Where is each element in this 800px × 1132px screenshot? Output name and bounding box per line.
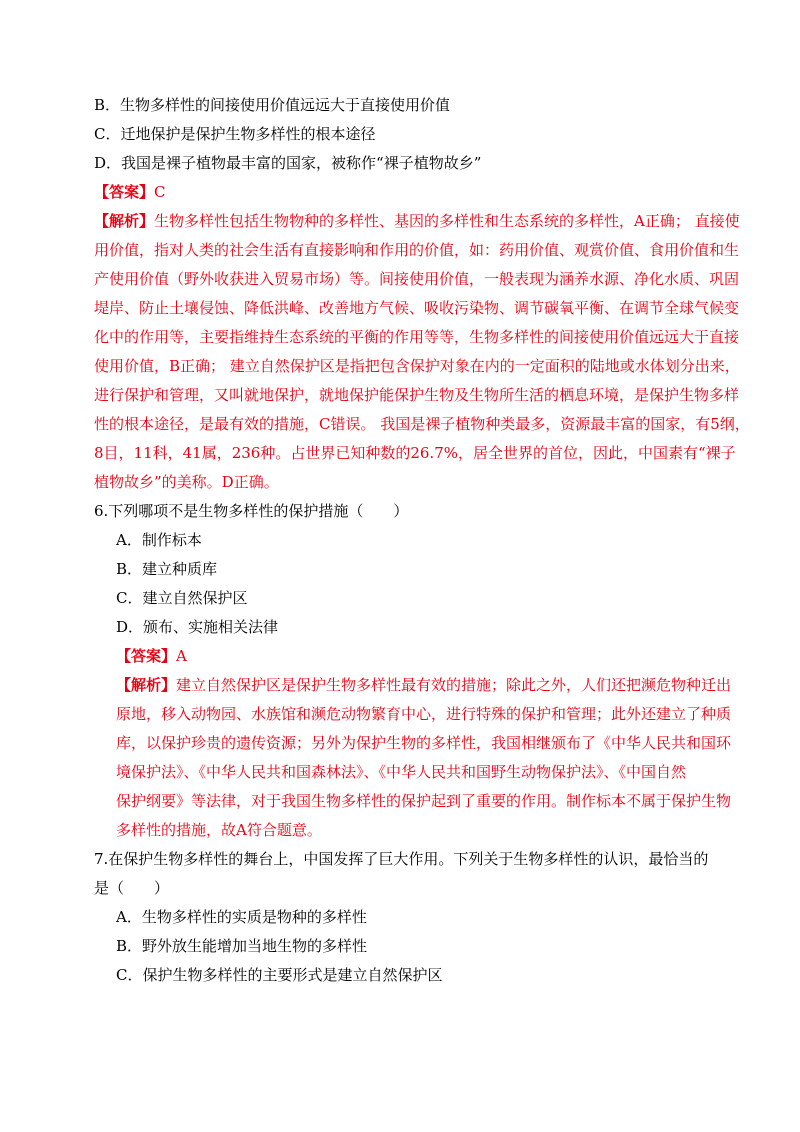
q5-analysis-line-7: 进行保护和管理，又叫就地保护，就地保护能保护生物及生物所生活的栖息环境，是保护生物多样 (94, 386, 740, 404)
q5-analysis-line-6: 使用价值，B正确； 建立自然保护区是指把包含保护对象在内的一定面积的陆地或水体划分出来， (94, 357, 740, 375)
q5-analysis-line-2: 用价值，指对人类的社会生活有直接影响和作用的价值，如：药用价值、观赏价值、食用价值和生 (94, 241, 740, 259)
q6-analysis-line-5: 保护纲要》等法律，对于我国生物多样性的保护起到了重要的作用。制作标本不属于保护生物 (116, 792, 732, 810)
q6-analysis-line-1 (116, 675, 731, 695)
q5-answer (94, 182, 166, 202)
q7-option-a: A．生物多样性的实质是物种的多样性 (116, 908, 367, 926)
answer-tag: 【答案】 (116, 647, 177, 665)
q6-analysis-line-2: 原地，移入动物园、水族馆和濒危动物繁育中心，进行特殊的保护和管理；此外还建立了种质 (116, 705, 732, 723)
q6-option-d: D．颁布、实施相关法律 (116, 618, 279, 636)
analysis-tag: 【解析】 (94, 212, 155, 230)
q5-option-d: D．我国是裸子植物最丰富的国家，被称作“裸子植物故乡” (94, 154, 482, 172)
q6-analysis-line-3: 库，以保护珍贵的遗传资源；另外为保护生物的多样性，我国相继颁布了《中华人民共和国环 (116, 734, 732, 752)
q5-option-c: C．迁地保护是保护生物多样性的根本途径 (94, 125, 376, 143)
q7-option-c: C．保护生物多样性的主要形式是建立自然保护区 (116, 966, 443, 984)
q7-option-b: B．野外放生能增加当地生物的多样性 (116, 937, 368, 955)
q6-answer (116, 646, 187, 666)
q5-analysis-line-1 (94, 211, 740, 231)
q5-analysis-line-9: 8目，11科，41属，236种。占世界已知种数的26.7%，居全世界的首位，因此，中国素有“裸子 (94, 444, 736, 462)
q5-analysis-line-5: 化中的作用等，主要指维持生态系统的平衡的作用等等，生物多样性的间接使用价值远远大于直接 (94, 328, 740, 346)
q7-stem-line-2: 是（ ） (94, 879, 170, 897)
q6-option-a: A．制作标本 (116, 531, 202, 549)
answer-value: A (176, 647, 187, 665)
q6-stem: 6.下列哪项不是生物多样性的保护措施（ ） (94, 502, 409, 520)
q6-analysis-line-4: 境保护法》、《中华人民共和国森林法》、《中华人民共和国野生动物保护法》、《中国自然 (116, 763, 687, 781)
q6-option-b: B．建立种质库 (116, 560, 218, 578)
q5-analysis-line-10: 植物故乡”的美称。D正确。 (94, 473, 279, 491)
analysis-text: 生物多样性包括生物物种的多样性、基因的多样性和生态系统的多样性，A正确； 直接使 (154, 212, 740, 230)
q6-analysis-line-6: 多样性的措施，故A符合题意。 (116, 821, 322, 839)
q5-analysis-line-4: 堤岸、防止土壤侵蚀、降低洪峰、改善地方气候、吸收污染物、调节碳氧平衡、在调节全球气候变 (94, 299, 740, 317)
answer-value: C (154, 183, 166, 201)
analysis-text: 建立自然保护区是保护生物多样性最有效的措施；除此之外，人们还把濒危物种迁出 (176, 676, 732, 694)
q5-analysis-line-8: 性的根本途径，是最有效的措施，C错误。 我国是裸子植物种类最多，资源最丰富的国家，有5纲， (94, 415, 750, 433)
q6-option-c: C．建立自然保护区 (116, 589, 248, 607)
q5-analysis-line-3: 产使用价值（野外收获进入贸易市场）等。间接使用价值，一般表现为涵养水源、净化水质、巩固 (94, 270, 740, 288)
q5-option-b: B．生物多样性的间接使用价值远远大于直接使用价值 (94, 96, 451, 114)
answer-tag: 【答案】 (94, 183, 155, 201)
q7-stem-line-1: 7.在保护生物多样性的舞台上，中国发挥了巨大作用。下列关于生物多样性的认识，最恰当的 (94, 850, 709, 868)
analysis-tag: 【解析】 (116, 676, 177, 694)
